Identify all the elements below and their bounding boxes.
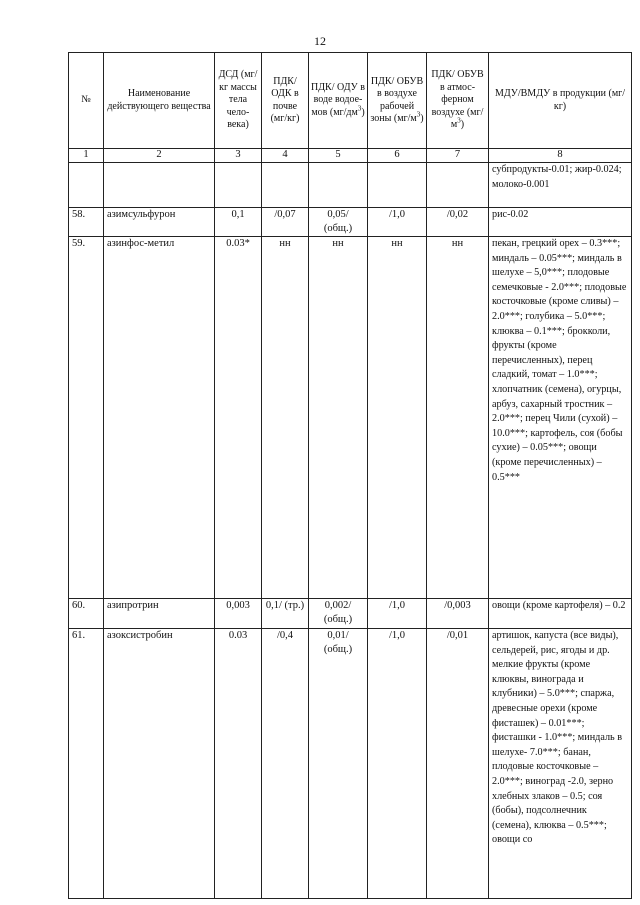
column-number: 2 [104,149,215,163]
header-pdk-water: ПДК/ ОДУ в воде водое-мов $(мг/дм^3)$ [309,53,368,149]
dsd-value: 0.03 [215,629,262,899]
column-number-row [69,149,632,163]
table-row-continuation [69,163,632,208]
soil-value: /0,4 [262,629,309,899]
table-row [69,237,632,599]
water-value: нн [309,237,368,599]
column-number: 3 [215,149,262,163]
row-number: 58. [69,208,104,237]
work-air-value: /1,0 [368,629,427,899]
atm-air-value: /0,02 [427,208,489,237]
column-number: 7 [427,149,489,163]
header-pdk-work-air: ПДК/ ОБУВ в воздухе рабочей зоны $(мг/м^3)$ [368,53,427,149]
product-limits: артишок, капуста (все виды), сельдерей, рис, ягоды и др. мелкие фрукты (кроме клюквы, винограда и клубники) – 5.0***; спаржа, древесные орехи (кроме фисташек) – 0.01***; фисташки - 1.0***; миндаль в шелухе- 7.0***; банан, плодовые косточковые – 2.0***; виноград -2.0, зерно хлебных злаков – 0.5; соя (бобы), подсолнечник (семена), клюква – 0.5***; овощи со [489,629,632,899]
header-row [69,53,632,149]
dsd-value: 0,003 [215,599,262,629]
work-air-value: /1,0 [368,599,427,629]
row-number: 60. [69,599,104,629]
substance-name: азоксистробин [104,629,215,899]
water-value: 0,01/ (общ.) [309,629,368,899]
row-number: 61. [69,629,104,899]
column-number: 4 [262,149,309,163]
table-row [69,208,632,237]
work-air-value: нн [368,237,427,599]
soil-value: нн [262,237,309,599]
dsd-value: 0.03* [215,237,262,599]
substance-name: азинфос-метил [104,237,215,599]
row-number: 59. [69,237,104,599]
soil-value: 0,1/ (тр.) [262,599,309,629]
page-number: 12 [314,34,326,48]
header-substance: Наименование действующего вещества [104,53,215,149]
soil-value: /0,07 [262,208,309,237]
column-number: 5 [309,149,368,163]
product-limits: овощи (кроме картофеля) – 0.2 [489,599,632,629]
substance-name: азимсульфурон [104,208,215,237]
water-value: 0,05/ (общ.) [309,208,368,237]
product-limits: субпродукты-0.01; жир-0.024; молоко-0.001 [489,163,632,208]
atm-air-value: /0,003 [427,599,489,629]
mrl-table [68,52,632,899]
header-pdk-soil: ПДК/ ОДК в почве (мг/кг) [262,53,309,149]
header-pdk-atm-air: ПДК/ ОБУВ в атмос-ферном воздухе $(мг/м^3)$ [427,53,489,149]
dsd-value: 0,1 [215,208,262,237]
work-air-value: /1,0 [368,208,427,237]
header-dsd: ДСД (мг/кг массы тела чело-века) [215,53,262,149]
table-row [69,629,632,899]
table-row [69,599,632,629]
column-number: 1 [69,149,104,163]
header-num: № [69,53,104,149]
atm-air-value: /0,01 [427,629,489,899]
header-mdu: МДУ/ВМДУ в продукции (мг/кг) [489,53,632,149]
column-number: 6 [368,149,427,163]
product-limits: пекан, грецкий орех – 0.3***; миндаль – 0.05***; миндаль в шелухе – 5,0***; плодовые семечковые - 2.0***; плодовые косточковые (кроме сливы) – 2.0***; голубика – 5.0***; клюква – 0.1***; брокколи, фрукты (кроме перечисленных), перец сладкий, томат – 1.0***; хлопчатник (семена), огурцы, арбуз, сахарный тростник – 2.0***; перец Чили (сухой) – 10.0***; картофель, соя (бобы сухие) – 0.05***; овощи (кроме перечисленных) – 0.5*** [489,237,632,599]
substance-name: азипротрин [104,599,215,629]
water-value: 0,002/ (общ.) [309,599,368,629]
column-number: 8 [489,149,632,163]
product-limits: рис-0.02 [489,208,632,237]
atm-air-value: нн [427,237,489,599]
